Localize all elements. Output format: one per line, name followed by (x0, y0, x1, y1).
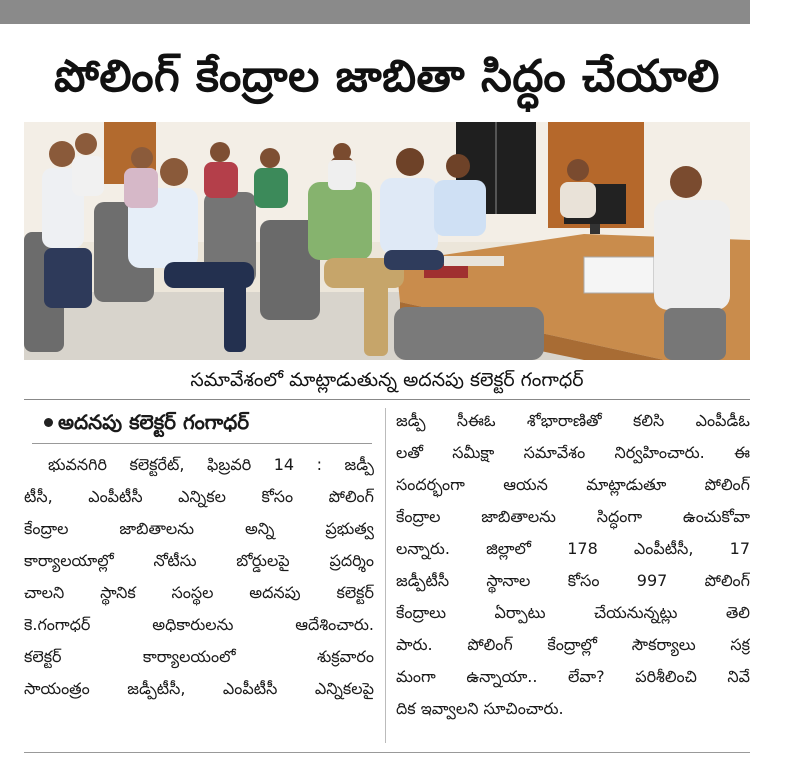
article-line: కార్యాలయాల్లో నోటీసు బోర్డులపై ప్రదర్శిం (24, 551, 374, 570)
article-line: కేంద్రాల జాబితాలను సిద్ధంగా ఉంచుకోవా (396, 507, 750, 526)
page-top-bar (0, 0, 750, 24)
article-line: జడ్పీటీసీ స్థానాల కోసం 997 పోలింగ్ (396, 571, 750, 590)
article-line: సాయంత్రం జడ్పీటీసీ, ఎంపీటీసీ ఎన్నికలపై (24, 679, 374, 698)
byline-text: అదనపు కలెక్టర్ గంగాధర్ (58, 410, 250, 434)
article-line: కలెక్టర్ కార్యాలయంలో శుక్రవారం (24, 647, 374, 666)
article-line: లతో సమీక్షా సమావేశం నిర్వహించారు. ఈ (396, 443, 750, 462)
bottom-divider (24, 752, 750, 753)
article-column-right (396, 405, 750, 725)
article-line: చాలని స్థానిక సంస్థల అదనపు కలెక్టర్ (24, 583, 374, 602)
meeting-photo (24, 122, 750, 360)
article-line: పారు. పోలింగ్ కేంద్రాల్లో సౌకర్యాలు సక్ర (396, 635, 750, 654)
article-line: లన్నారు. జిల్లాలో 178 ఎంపీటీసీ, 17 (396, 539, 750, 558)
photo-caption: సమావేశంలో మాట్లాడుతున్న అదనపు కలెక్టర్ గంగాధర్ (24, 360, 750, 400)
article-column-left (24, 405, 374, 705)
article-line: టీసీ, ఎంపీటీసీ ఎన్నికల కోసం పోలింగ్ (24, 487, 374, 506)
article-line: దిక ఇవ్వాలని సూచించారు. (396, 699, 564, 718)
article-line: జడ్పీ సీఈఓ శోభారాణితో కలిసి ఎంపీడీఓ (396, 411, 750, 430)
article-line: సందర్భంగా ఆయన మాట్లాడుతూ పోలింగ్ (396, 475, 750, 494)
article-line: మంగా ఉన్నాయా.. లేవా? పరిశీలించి నివే (396, 667, 750, 686)
headline: పోలింగ్ కేంద్రాల జాబితా సిద్ధం చేయాలి (54, 51, 720, 102)
bullet-icon (44, 418, 53, 427)
article-line: కేంద్రాలు ఏర్పాటు చేయనున్నట్లు తెలి (396, 603, 750, 622)
article-line: భువనగిరి కలెక్టరేట్, ఫిబ్రవరి 14 : జడ్పీ (48, 455, 374, 474)
column-divider (385, 408, 386, 743)
article-line: కె.గంగాధర్ అధికారులను ఆదేశించారు. (24, 615, 374, 634)
byline-divider (32, 443, 372, 444)
article-line: కేంద్రాల జాబితాలను అన్ని ప్రభుత్వ (24, 519, 374, 538)
